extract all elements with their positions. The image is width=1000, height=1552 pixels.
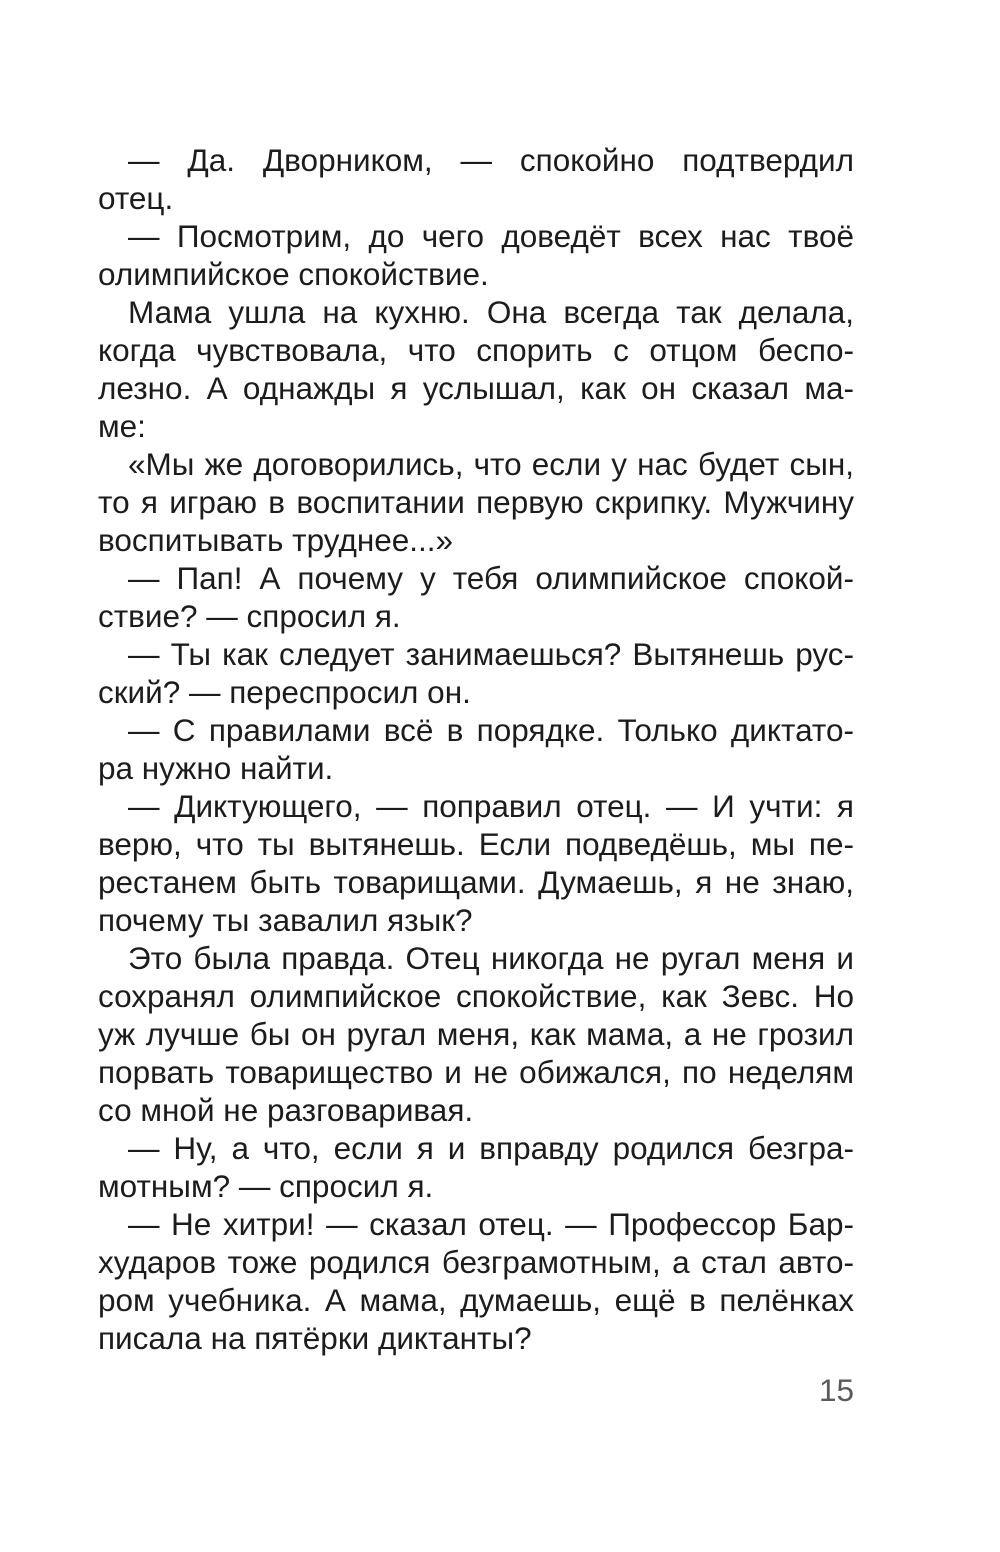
text-line: порвать товарищество и не обижался, по неделям	[98, 1054, 854, 1090]
text-line: олимпийское спокойствие.	[98, 256, 489, 292]
text-line: когда чувствовала, что спорить с отцом беспо-	[98, 332, 854, 368]
text-line: Это была правда. Отец никогда не ругал меня и	[128, 940, 854, 976]
page-body	[98, 141, 854, 1357]
text-line: «Мы же договорились, что если у нас будет сын,	[128, 446, 854, 482]
text-line: отец.	[98, 180, 174, 216]
text-line: почему ты завалил язык?	[98, 902, 473, 938]
text-line: ствие? — спросил я.	[98, 598, 401, 634]
text-line: верю, что ты вытянешь. Если подведёшь, мы пе-	[98, 826, 854, 862]
text-line: ра нужно найти.	[98, 750, 334, 786]
page-number: 15	[818, 1372, 854, 1408]
text-line: ме:	[98, 408, 146, 444]
text-line: — Посмотрим, до чего доведёт всех нас твоё	[128, 218, 854, 254]
text-line: рестанем быть товарищами. Думаешь, я не знаю,	[98, 864, 854, 900]
text-line: сохранял олимпийское спокойствие, как Зевс. Но	[98, 978, 854, 1014]
text-line: хударов тоже родился безграмотным, а стал авто-	[98, 1244, 854, 1280]
text-line: со мной не разговаривая.	[98, 1092, 474, 1128]
text-line: Мама ушла на кухню. Она всегда так делала,	[128, 294, 854, 330]
text-line: уж лучше бы он ругал меня, как мама, а не грозил	[98, 1016, 854, 1052]
text-line: писала на пятёрки диктанты?	[98, 1320, 532, 1356]
text-line: мотным? — спросил я.	[98, 1168, 434, 1204]
text-line: ром учебника. А мама, думаешь, ещё в пелёнках	[98, 1282, 854, 1318]
text-line: — Пап! А почему у тебя олимпийское спокой-	[128, 560, 854, 596]
text-line: — С правилами всё в порядке. Только диктато-	[128, 712, 854, 748]
text-line: ский? — переспросил он.	[98, 674, 471, 710]
text-line: то я играю в воспитании первую скрипку. Мужчину	[98, 484, 854, 520]
text-line: — Да. Дворником, — спокойно подтвердил	[128, 142, 854, 178]
text-line: — Ну, а что, если я и вправду родился безгра-	[128, 1130, 854, 1166]
text-line: воспитывать труднее...»	[98, 522, 454, 558]
text-line: лезно. А однажды я услышал, как он сказал ма-	[98, 370, 854, 406]
text-line: — Ты как следует занимаешься? Вытянешь рус-	[128, 636, 854, 672]
text-line: — Диктующего, — поправил отец. — И учти: я	[128, 788, 854, 824]
text-line: — Не хитри! — сказал отец. — Профессор Бар-	[128, 1206, 854, 1242]
